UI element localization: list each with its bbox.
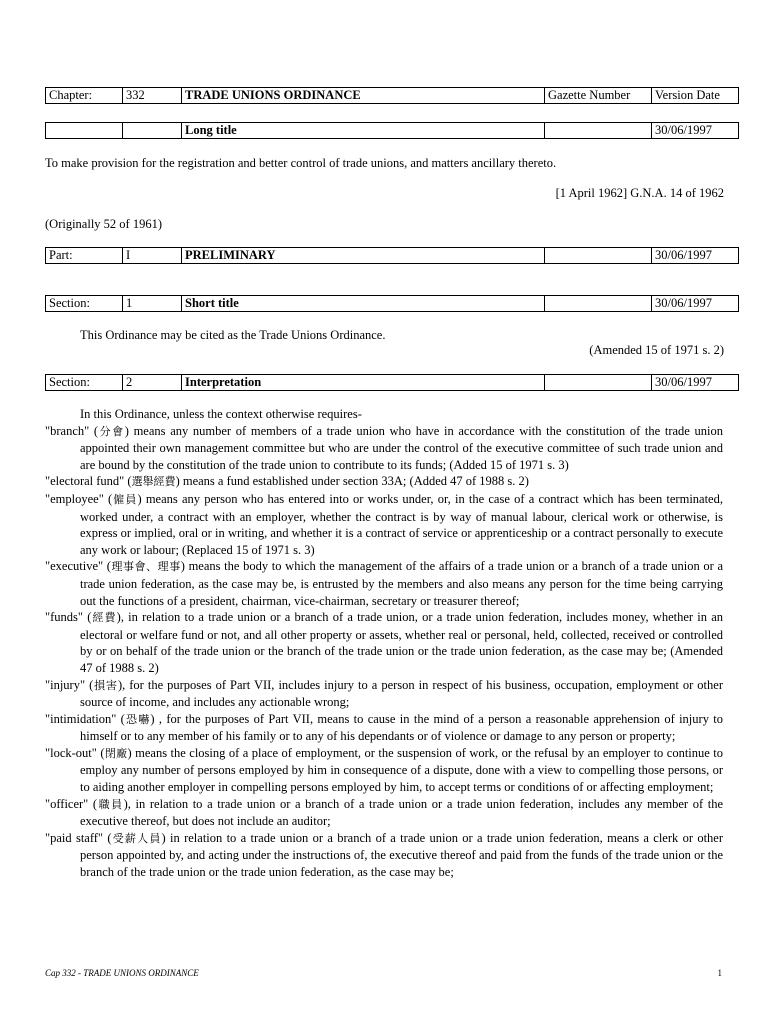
definition-chinese-term: 經費	[91, 611, 117, 625]
definition-text: ) means any number of members of a trade union who have in accordance with the constitution of the trade union appointed their own management committee but who are under the control of the executive committee of such trade union and are bound by the constitution of the trade union to contribute to its funds; (Added 15 of 1971 s. 3)	[80, 423, 723, 472]
definition-chinese-term: 損害	[93, 678, 118, 692]
section-1-table	[45, 295, 739, 312]
empty-cell	[545, 123, 652, 139]
long-title-text: To make provision for the registration and better control of trade unions, and matters ancillary thereto.	[45, 156, 557, 170]
definition-chinese-term: 職員	[97, 797, 124, 811]
section-2-table	[45, 374, 739, 391]
definition-term: "intimidation" (	[45, 711, 125, 726]
definition-chinese-term: 閉廠	[104, 746, 128, 760]
definition-chinese-term: 僱員	[112, 492, 138, 506]
definition-text: ) in relation to a trade union or a branch of a trade union or a trade union federation, means a clerk or other person appointed by, and acting under the instructions of, the executive thereof and paid from the funds of the trade union or the branch of the trade union or the trade union federation, as the case may be;	[80, 830, 723, 880]
definition-term: "paid staff" (	[45, 830, 112, 845]
version-date-label: Version Date	[652, 88, 739, 104]
empty-cell	[545, 248, 652, 264]
definition-term: "officer" (	[45, 796, 98, 811]
definition-item	[45, 711, 723, 745]
definition-text: ) means a fund established under section 33A; (Added 47 of 1988 s. 2)	[175, 474, 529, 489]
definition-item	[45, 745, 723, 796]
definition-item	[45, 473, 723, 491]
long-title-heading: Long title	[182, 123, 545, 139]
section-number: 2	[123, 375, 182, 391]
definition-term: "injury" (	[45, 677, 94, 692]
definition-text: ), for the purposes of Part VII, includes injury to a person in respect of his business, occupation, employment or other source of income, and includes any actionable wrong;	[80, 677, 723, 710]
section-date: 30/06/1997	[652, 375, 739, 391]
chapter-header-table	[45, 87, 739, 104]
definition-text: ), in relation to a trade union or a branch of a trade union or a trade union federation, includes any member of the executive thereof, but does not include an auditor;	[80, 796, 724, 829]
section-number: 1	[123, 296, 182, 312]
empty-cell	[545, 375, 652, 391]
definition-text: ) means the body to which the management of the affairs of a trade union or a branch of a trade union or a trade union federation, as the case may be, is entrusted by the members and also means any person for the time being carrying out the functions of a president, chairman, vice-chairman, secretary or treasurer thereof;	[80, 559, 723, 608]
definition-item	[45, 423, 723, 474]
empty-cell	[123, 123, 182, 139]
section-heading: Short title	[182, 296, 545, 312]
part-table	[45, 247, 739, 264]
long-title-date: 30/06/1997	[652, 123, 739, 139]
part-number: I	[123, 248, 182, 264]
definition-chinese-term: 選舉經費	[131, 475, 176, 489]
empty-cell	[545, 296, 652, 312]
definition-term: "executive" (	[45, 559, 111, 574]
commencement-note: [1 April 1962] G.N.A. 14 of 1962	[555, 186, 724, 200]
section-1-text: This Ordinance may be cited as the Trade Unions Ordinance.	[80, 328, 386, 342]
definition-item	[45, 609, 723, 676]
definition-list	[45, 423, 723, 881]
definition-text: ), in relation to a trade union or a branch of a trade union, or a trade union federation, includes money, whether in an electoral or welfare fund or not, and all other property or assets, whether real or personal, held, collected, received or controlled by or on behalf of the trade union or the branch of the trade union or the trade union federation, as the case may be; (Amended 47 of 1988 s. 2)	[80, 610, 724, 675]
definition-item	[45, 558, 723, 609]
part-date: 30/06/1997	[652, 248, 739, 264]
empty-cell	[46, 123, 123, 139]
section-label: Section:	[46, 375, 123, 391]
definition-term: "employee" (	[45, 491, 113, 506]
definition-chinese-term: 受薪人員	[111, 831, 162, 845]
section-heading: Interpretation	[182, 375, 545, 391]
section-1-amendment: (Amended 15 of 1971 s. 2)	[589, 343, 724, 357]
part-heading: PRELIMINARY	[182, 248, 545, 264]
long-title-table	[45, 122, 739, 139]
definition-term: "lock-out" (	[45, 745, 105, 760]
gazette-number-label: Gazette Number	[545, 88, 652, 104]
definition-item	[45, 796, 723, 830]
definition-term: "funds" (	[45, 610, 92, 625]
definition-item	[45, 830, 723, 881]
footer-title: Cap 332 - TRADE UNIONS ORDINANCE	[45, 968, 199, 978]
originally-note: (Originally 52 of 1961)	[45, 217, 162, 231]
chapter-title: TRADE UNIONS ORDINANCE	[182, 88, 545, 104]
part-label: Part:	[46, 248, 123, 264]
interpretation-intro: In this Ordinance, unless the context otherwise requires-	[80, 407, 362, 421]
definition-chinese-term: 分會	[98, 424, 125, 438]
definition-chinese-term: 理事會、理事	[110, 560, 181, 574]
chapter-label: Chapter:	[46, 88, 123, 104]
definition-item	[45, 491, 723, 558]
definition-text: ) , for the purposes of Part VII, means to cause in the mind of a person a reasonable apprehension of injury to himself or to any member of his family or to any of his dependants or of violence or damage to any person or property;	[80, 711, 723, 744]
definition-text: ) means any person who has entered into or works under, or, in the case of a contract which has been terminated, worked under, a contract with an employer, whether the contract is by way of manual labour, clerical work or otherwise, is express or implied, oral or in writing, and whether it is a contract of service or apprenticeship or a contract personally to execute any work or labour; (Replaced 15 of 1971 s. 3)	[80, 491, 723, 557]
interpretation-definitions	[45, 406, 723, 881]
section-date: 30/06/1997	[652, 296, 739, 312]
page-number: 1	[717, 968, 722, 978]
definition-term: "branch" (	[45, 423, 99, 438]
definition-item	[45, 677, 723, 711]
definition-chinese-term: 恐嚇	[124, 712, 151, 726]
section-label: Section:	[46, 296, 123, 312]
chapter-number: 332	[123, 88, 182, 104]
definition-term: "electoral fund" (	[45, 474, 132, 489]
definition-text: ) means the closing of a place of employment, or the suspension of work, or the refusal by an employer to continue to employ any number of persons employed by him in consequence of a dispute, done with a view to compelling those persons, or to aiding another employer in compelling persons employed by him, to accept terms or conditions of or affecting employment;	[80, 745, 723, 795]
